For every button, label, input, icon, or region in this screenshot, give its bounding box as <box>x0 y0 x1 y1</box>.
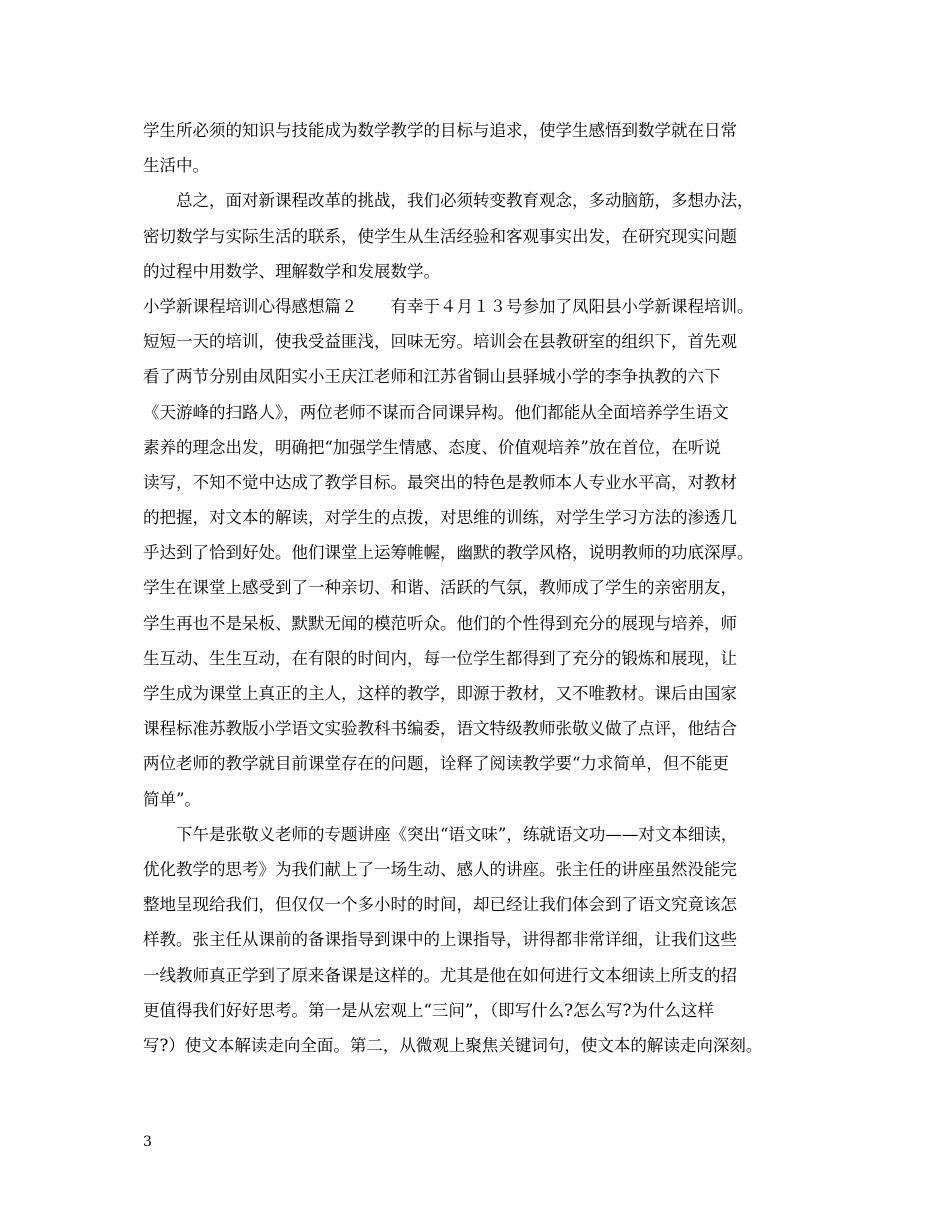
text-line: 总之，面对新课程改革的挑战，我们必须转变教育观念，多动脑筋，多想办法， <box>143 191 754 211</box>
text-line: 课程标准苏教版小学语文实验教科书编委，语文特级教师张敬义做了点评，他结合 <box>143 719 737 739</box>
text-line: 《天游峰的扫路人》，两位老师不谋而合同课异构。他们都能从全面培养学生语文 <box>143 402 729 422</box>
text-line: 更值得我们好好思考。第一是从宏观上“三问”，（即写什么?怎么写?为什么这样 <box>143 1000 714 1020</box>
text-line: 素养的理念出发，明确把“加强学生情感、态度、价值观培养”放在首位，在听说 <box>143 437 721 457</box>
text-line: 一线教师真正学到了原来备课是这样的。尤其是他在如何进行文本细读上所支的招 <box>143 965 737 985</box>
text-line: 整地呈现给我们，但仅仅一个多小时的时间，却已经让我们体会到了语文究竟该怎 <box>143 895 737 915</box>
body-text <box>143 113 843 1063</box>
text-line: 学生所必须的知识与技能成为数学教学的目标与追求，使学生感悟到数学就在日常 <box>143 121 737 140</box>
text-line: 学生在课堂上感受到了一种亲切、和谐、活跃的气氛，教师成了学生的亲密朋友， <box>143 578 737 598</box>
text-line: 乎达到了恰到好处。他们课堂上运筹帷幄，幽默的教学风格，说明教师的功底深厚。 <box>143 543 754 563</box>
text-line: 写?）使文本解读走向全面。第二，从微观上聚焦关键词句，使文本的解读走向深刻。 <box>143 1035 763 1055</box>
text-line: 看了两节分别由凤阳实小王庆江老师和江苏省铜山县驿城小学的李争执教的六下 <box>143 367 721 387</box>
section-heading-line: 小学新课程培训心得感想篇２ 有幸于４月１３号参加了凤阳县小学新课程培训。 <box>143 296 754 316</box>
text-line: 下午是张敬义老师的专题讲座《突出“语文味”，练就语文功——对文本细读， <box>143 824 738 844</box>
text-line: 样教。张主任从课前的备课指导到课中的上课指导，讲得都非常详细，让我们这些 <box>143 930 737 950</box>
text-line: 短短一天的培训，使我受益匪浅，回味无穷。培训会在县教研室的组织下，首先观 <box>143 332 737 352</box>
text-line: 读写，不知不觉中达成了教学目标。最突出的特色是教师本人专业水平高，对教材 <box>143 472 737 492</box>
page-number: 3 <box>143 1134 152 1150</box>
text-line: 密切数学与实际生活的联系，使学生从生活经验和客观事实出发，在研究现实问题 <box>143 226 737 246</box>
text-line: 学生成为课堂上真正的主人，这样的教学，即源于教材，又不唯教材。课后由国家 <box>143 684 737 703</box>
text-line: 两位老师的教学就目前课堂存在的问题，诠释了阅读教学要“力求简单，但不能更 <box>143 754 729 774</box>
text-line: 的过程中用数学、理解数学和发展数学。 <box>143 261 440 281</box>
text-line: 学生再也不是呆板、默默无闻的模范听众。他们的个性得到充分的展现与培养，师 <box>143 613 737 633</box>
text-line: 生活中。 <box>143 156 209 176</box>
text-line: 简单”。 <box>143 789 201 809</box>
text-line: 优化教学的思考》为我们献上了一场生动、感人的讲座。张主任的讲座虽然没能完 <box>143 859 737 879</box>
text-line: 生互动、生生互动，在有限的时间内，每一位学生都得到了充分的锻炼和展现，让 <box>143 648 737 668</box>
text-line: 的把握，对文本的解读，对学生的点拨，对思维的训练，对学生学习方法的渗透几 <box>143 508 737 528</box>
